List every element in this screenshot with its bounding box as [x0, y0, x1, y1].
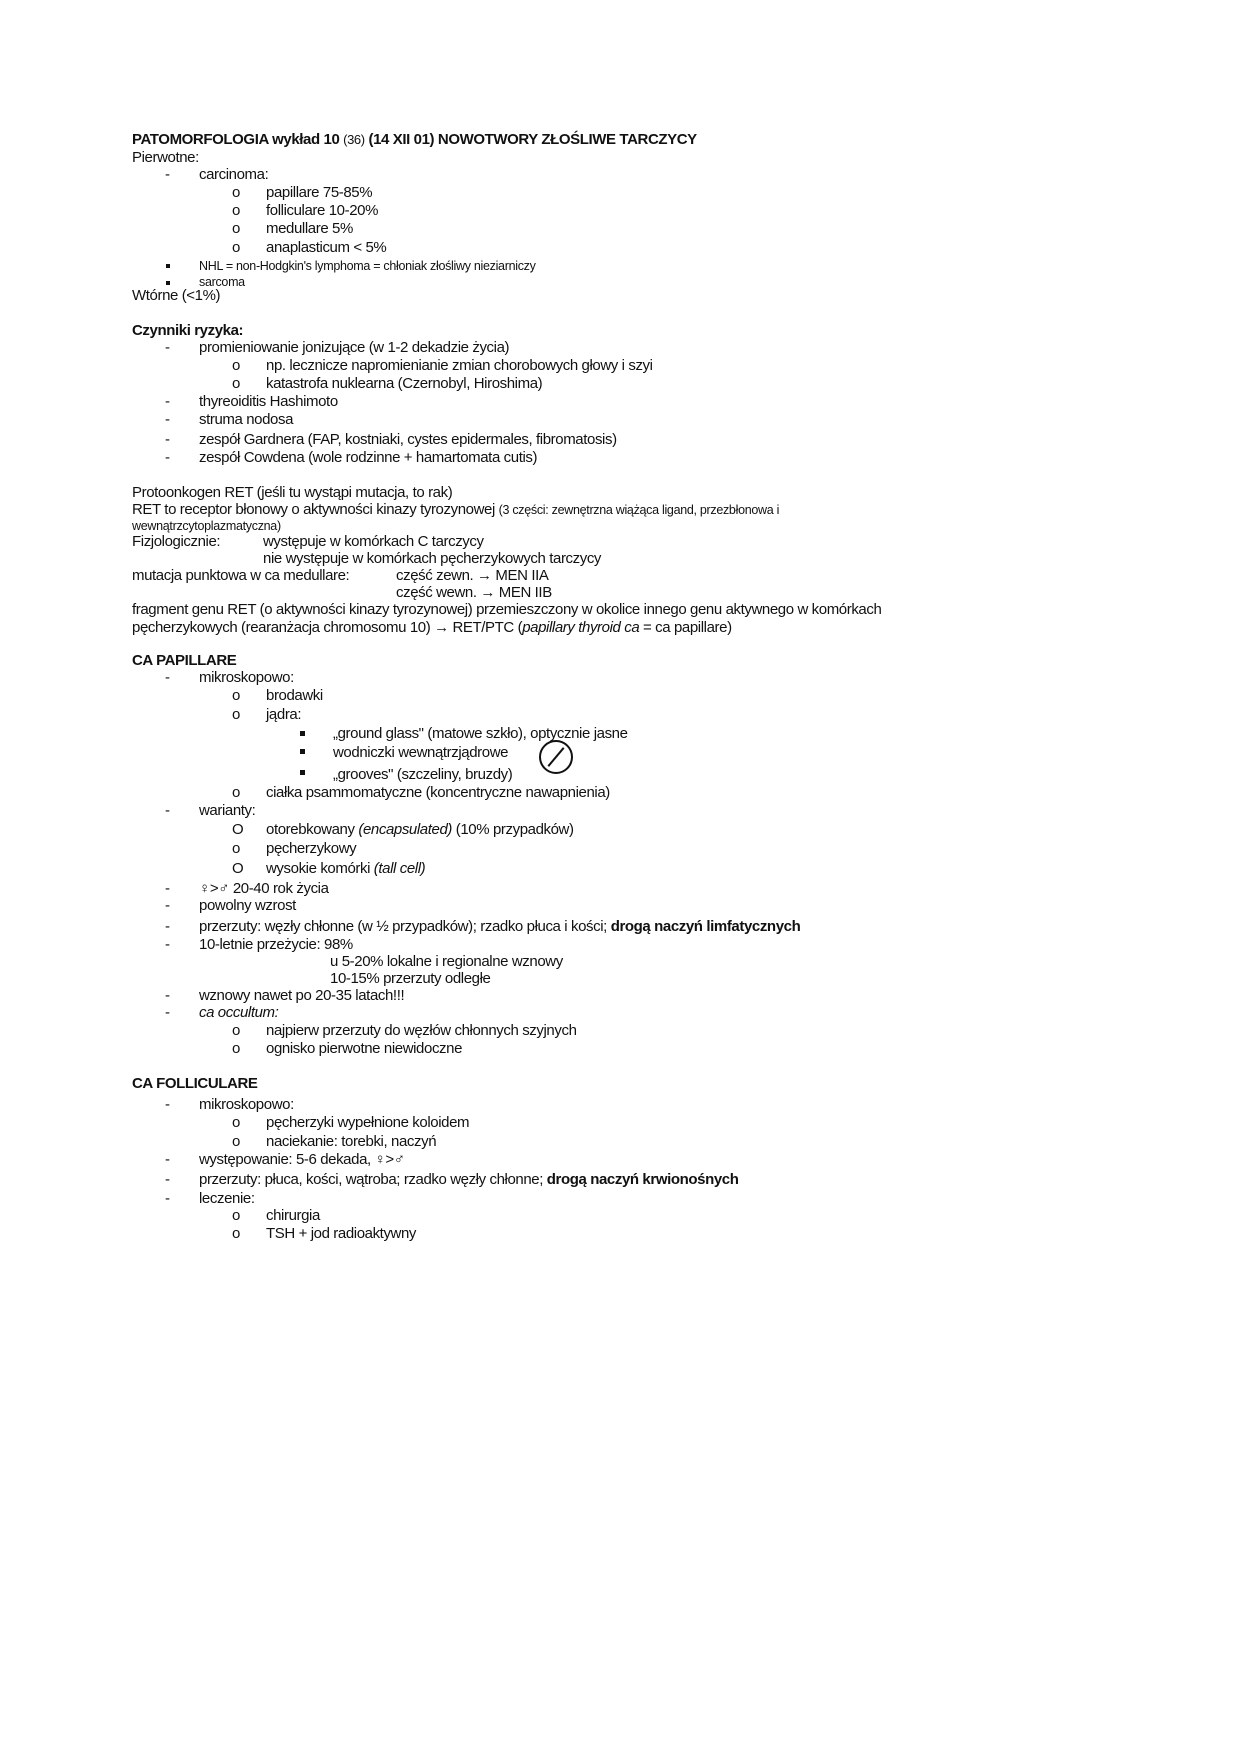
circle-bullet: o: [232, 1114, 241, 1131]
dash-bullet: -: [165, 411, 170, 428]
ret-receptor-text: RET to receptor błonowy o aktywności kinazy tyrozynowej: [132, 501, 495, 518]
papillare-item: ♀>♂ 20-40 rok życia: [199, 880, 329, 897]
dash-bullet: -: [165, 802, 170, 819]
dash-bullet: -: [165, 936, 170, 953]
circle-bullet: o: [232, 1225, 241, 1242]
circle-bullet: O: [232, 821, 244, 838]
variant-text: (10% przypadków): [452, 821, 574, 838]
papillare-item: ca occultum:: [199, 1004, 279, 1021]
nuclei-item: „grooves" (szczeliny, bruzdy): [333, 766, 513, 783]
dash-bullet: -: [165, 880, 170, 897]
papillare-item: mikroskopowo:: [199, 669, 294, 686]
risk-item: thyreoiditis Hashimoto: [199, 393, 338, 410]
folliculare-item: mikroskopowo:: [199, 1096, 294, 1113]
circle-bullet: O: [232, 860, 244, 877]
folliculare-subitem: pęcherzyki wypełnione koloidem: [266, 1114, 470, 1131]
square-bullet-icon: [166, 264, 170, 268]
risk-item: zespół Cowdena (wole rodzinne + hamartomata cutis): [199, 449, 538, 466]
circle-bullet: o: [232, 1022, 241, 1039]
circle-bullet: o: [232, 239, 241, 256]
carcinoma-type: medullare 5%: [266, 220, 353, 237]
risk-subitem: katastrofa nuklearna (Czernobyl, Hiroshima): [266, 375, 543, 392]
variant-text: otorebkowany: [266, 821, 359, 838]
circle-bullet: o: [232, 1040, 241, 1057]
square-bullet-icon: [300, 749, 305, 754]
folliculare-item: występowanie: 5-6 dekada, ♀>♂: [199, 1151, 405, 1168]
dash-bullet: -: [165, 1171, 170, 1188]
circle-bullet: o: [232, 840, 241, 857]
occult-item: najpierw przerzuty do węzłów chłonnych szyjnych: [266, 1022, 577, 1039]
papillare-subitem: brodawki: [266, 687, 323, 704]
physio-label: Fizjologicznie:: [132, 533, 221, 550]
carcinoma-label: carcinoma:: [199, 166, 269, 183]
circle-bullet: o: [232, 375, 241, 392]
circle-bullet: o: [232, 784, 241, 801]
papillare-item: powolny wzrost: [199, 897, 296, 914]
variant-italic: (encapsulated): [358, 821, 452, 838]
circle-bullet: o: [232, 706, 241, 723]
title-number: (36): [343, 132, 365, 147]
physio-item: występuje w komórkach C tarczycy: [263, 533, 484, 550]
papillare-subitem: jądra:: [266, 706, 302, 723]
survival-detail: u 5-20% lokalne i regionalne wznowy: [330, 953, 563, 970]
dash-bullet: -: [165, 449, 170, 466]
nuclei-item: wodniczki wewnątrzjądrowe: [333, 744, 509, 761]
risk-item: promieniowanie jonizujące (w 1-2 dekadzie życia): [199, 339, 510, 356]
risk-subitem: np. lecznicze napromienianie zmian chorobowych głowy i szyi: [266, 357, 653, 374]
papillare-item: 10-letnie przeżycie: 98%: [199, 936, 353, 953]
secondary-heading: Wtórne (<1%): [132, 287, 221, 304]
metastasis-text: przerzuty: płuca, kości, wątroba; rzadko węzły chłonne;: [199, 1171, 547, 1188]
treatment-item: TSH + jod radioaktywny: [266, 1225, 417, 1242]
fragment-line: [132, 619, 732, 637]
dash-bullet: -: [165, 1151, 170, 1168]
document-title: [132, 131, 697, 149]
metastasis-route: drogą naczyń limfatycznych: [610, 918, 801, 935]
title-topic: (14 XII 01) NOWOTWORY ZŁOŚLIWE TARCZYCY: [368, 131, 697, 148]
risk-item: struma nodosa: [199, 411, 294, 428]
dash-bullet: -: [165, 1190, 170, 1207]
dash-bullet: -: [165, 897, 170, 914]
circle-bullet: o: [232, 687, 241, 704]
papillare-item: wznowy nawet po 20-35 latach!!!: [199, 987, 405, 1004]
square-bullet-icon: [300, 770, 305, 775]
circle-bullet: o: [232, 1133, 241, 1150]
nuclei-item: „ground glass" (matowe szkło), optycznie jasne: [333, 725, 628, 742]
circle-bullet: o: [232, 1207, 241, 1224]
variant-text: wysokie komórki: [266, 860, 374, 877]
folliculare-heading: CA FOLLICULARE: [132, 1075, 258, 1092]
variant-item: [266, 821, 574, 839]
dash-bullet: -: [165, 166, 170, 183]
risk-item: zespół Gardnera (FAP, kostniaki, cystes epidermales, fibromatosis): [199, 431, 617, 448]
ret-receptor-parts-cont: wewnątrzcytoplazmatyczna): [132, 519, 281, 533]
folliculare-item: leczenie:: [199, 1190, 255, 1207]
ret-receptor-parts: (3 części: zewnętrzna wiążąca ligand, przezbłonowa i: [498, 503, 780, 517]
fragment-text: = ca papillare): [639, 619, 732, 636]
sarcoma-item: sarcoma: [199, 275, 245, 289]
nhl-item: NHL = non-Hodgkin's lymphoma = chłoniak złośliwy nieziarniczy: [199, 259, 536, 273]
variant-item: [266, 860, 425, 878]
primary-heading: Pierwotne:: [132, 149, 199, 166]
mutation-label: mutacja punktowa w ca medullare:: [132, 567, 350, 584]
ret-line: Protoonkogen RET (jeśli tu wystąpi mutacja, to rak): [132, 484, 453, 501]
occult-item: ognisko pierwotne niewidoczne: [266, 1040, 463, 1057]
circle-bullet: o: [232, 220, 241, 237]
papillare-subitem: ciałka psammomatyczne (koncentryczne nawapnienia): [266, 784, 610, 801]
carcinoma-type: papillare 75-85%: [266, 184, 373, 201]
mutation-item: część wewn. → MEN IIB: [396, 584, 552, 601]
fragment-italic: papillary thyroid ca: [522, 619, 640, 636]
fragment-text: pęcherzykowych (rearanżacja chromosomu 10) → RET/PTC (: [132, 619, 523, 636]
folliculare-subitem: naciekanie: torebki, naczyń: [266, 1133, 437, 1150]
carcinoma-type: anaplasticum < 5%: [266, 239, 387, 256]
dash-bullet: -: [165, 987, 170, 1004]
square-bullet-icon: [166, 281, 170, 285]
variant-italic: (tall cell): [373, 860, 426, 877]
title-lecture: PATOMORFOLOGIA wykład 10: [132, 131, 340, 148]
variant-item: pęcherzykowy: [266, 840, 357, 857]
circle-bullet: o: [232, 202, 241, 219]
metastasis-route: drogą naczyń krwionośnych: [546, 1171, 739, 1188]
carcinoma-type: folliculare 10-20%: [266, 202, 379, 219]
metastasis-text: przerzuty: węzły chłonne (w ½ przypadków); rzadko płuca i kości;: [199, 918, 611, 935]
papillare-item: warianty:: [199, 802, 256, 819]
circle-slash-icon: [539, 740, 573, 774]
dash-bullet: -: [165, 339, 170, 356]
mutation-item: część zewn. → MEN IIA: [396, 567, 549, 584]
treatment-item: chirurgia: [266, 1207, 320, 1224]
papillare-heading: CA PAPILLARE: [132, 652, 237, 669]
dash-bullet: -: [165, 393, 170, 410]
dash-bullet: -: [165, 1096, 170, 1113]
dash-bullet: -: [165, 918, 170, 935]
square-bullet-icon: [300, 731, 305, 736]
circle-bullet: o: [232, 184, 241, 201]
survival-detail: 10-15% przerzuty odległe: [330, 970, 491, 987]
dash-bullet: -: [165, 431, 170, 448]
circle-bullet: o: [232, 357, 241, 374]
fragment-line: fragment genu RET (o aktywności kinazy tyrozynowej) przemieszczony w okolice innego genu aktywnego w komórkach: [132, 601, 882, 618]
physio-item: nie występuje w komórkach pęcherzykowych tarczycy: [263, 550, 602, 567]
dash-bullet: -: [165, 669, 170, 686]
risk-heading: Czynniki ryzyka:: [132, 322, 244, 339]
dash-bullet: -: [165, 1004, 170, 1021]
folliculare-item: [199, 1171, 739, 1189]
papillare-item: [199, 918, 800, 936]
